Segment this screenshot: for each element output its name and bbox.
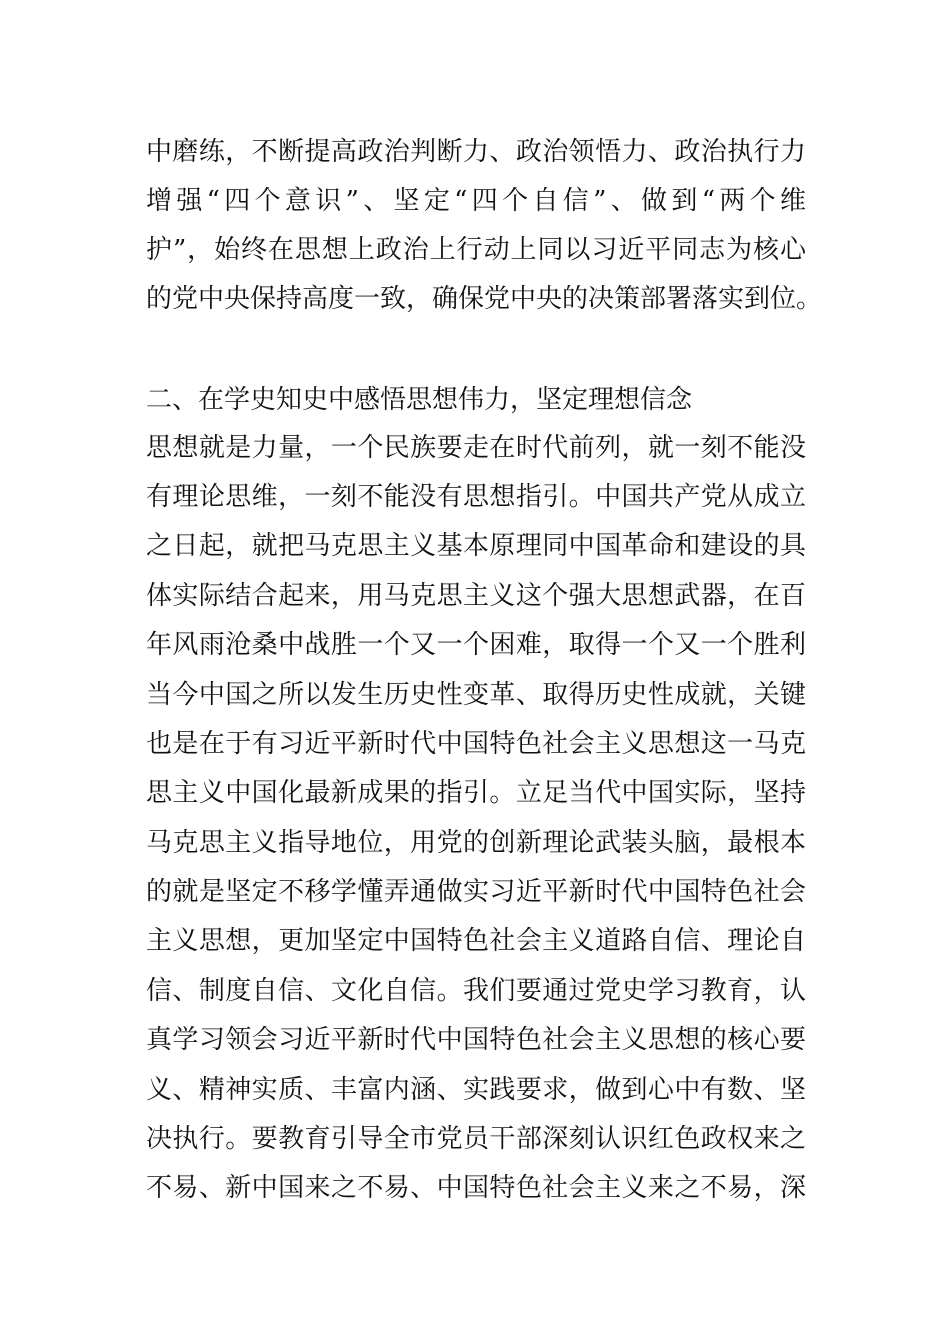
paragraph-line: 信、制度自信、文化自信。我们要通过党史学习教育，认 — [146, 976, 806, 1006]
paragraph-line: 增强“四个意识”、坚定“四个自信”、做到“两个维 — [146, 186, 806, 216]
paragraph-line: 义、精神实质、丰富内涵、实践要求，做到心中有数、坚 — [146, 1075, 806, 1105]
section-heading: 二、在学史知史中感悟思想伟力，坚定理想信念 — [146, 385, 693, 415]
paragraph-line: 也是在于有习近平新时代中国特色社会主义思想这一马克 — [146, 729, 806, 759]
paragraph-line: 真学习领会习近平新时代中国特色社会主义思想的核心要 — [146, 1025, 806, 1055]
paragraph-line: 决执行。要教育引导全市党员干部深刻认识红色政权来之 — [146, 1124, 806, 1154]
paragraph-line: 体实际结合起来，用马克思主义这个强大思想武器，在百 — [146, 581, 806, 611]
paragraph-line: 护”，始终在思想上政治上行动上同以习近平同志为核心 — [146, 235, 806, 265]
paragraph-line: 有理论思维，一刻不能没有思想指引。中国共产党从成立 — [146, 482, 806, 512]
paragraph-line: 思主义中国化最新成果的指引。立足当代中国实际，坚持 — [146, 778, 806, 808]
paragraph-line: 不易、新中国来之不易、中国特色社会主义来之不易，深 — [146, 1173, 806, 1203]
paragraph-line: 年风雨沧桑中战胜一个又一个困难，取得一个又一个胜利 — [146, 630, 806, 660]
paragraph-line: 之日起，就把马克思主义基本原理同中国革命和建设的具 — [146, 531, 806, 561]
paragraph-line: 主义思想，更加坚定中国特色社会主义道路自信、理论自 — [146, 926, 806, 956]
paragraph-line: 马克思主义指导地位，用党的创新理论武装头脑，最根本 — [146, 828, 806, 858]
paragraph-line: 当今中国之所以发生历史性变革、取得历史性成就，关键 — [146, 680, 806, 710]
paragraph-line: 的党中央保持高度一致，确保党中央的决策部署落实到位。 — [146, 284, 823, 314]
paragraph-line: 中磨练，不断提高政治判断力、政治领悟力、政治执行力 — [146, 137, 806, 167]
paragraph-line: 的就是坚定不移学懂弄通做实习近平新时代中国特色社会 — [146, 877, 806, 907]
paragraph-line: 思想就是力量，一个民族要走在时代前列，就一刻不能没 — [146, 433, 806, 463]
